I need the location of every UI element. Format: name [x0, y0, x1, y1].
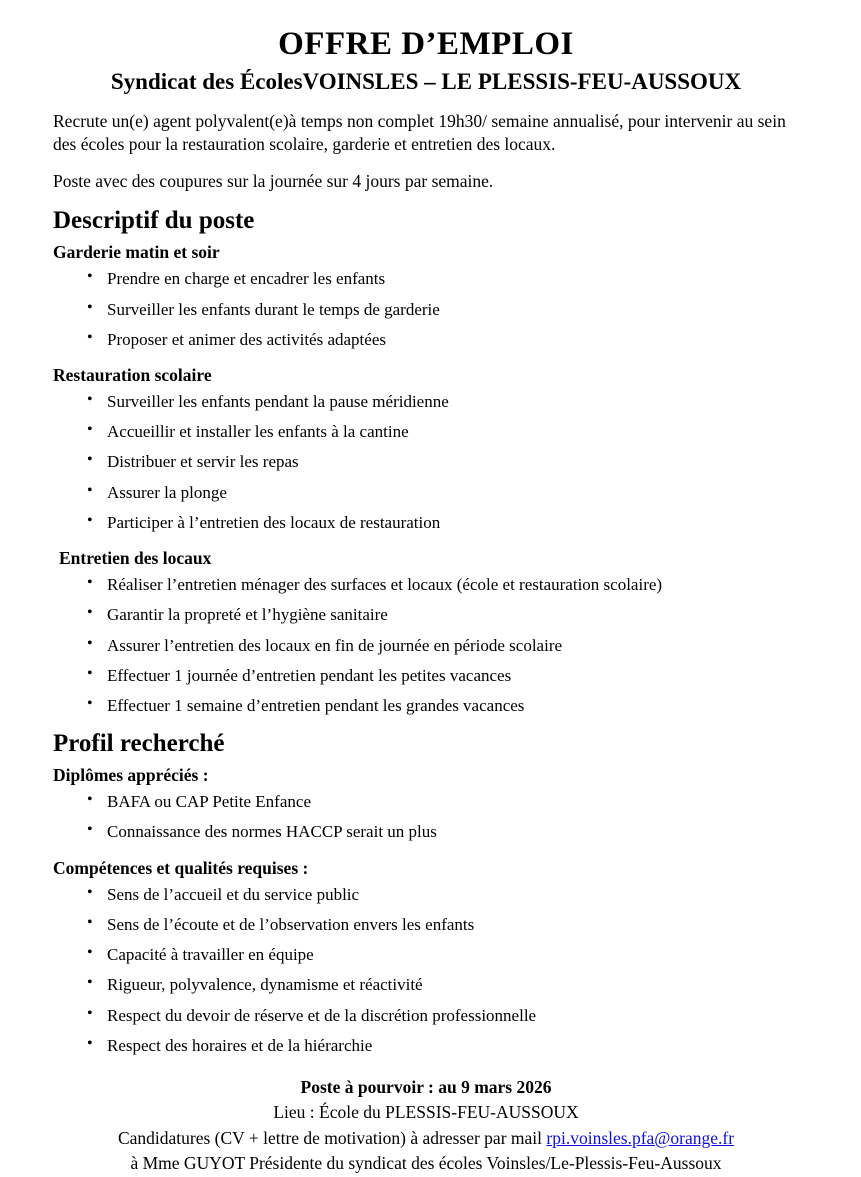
list-garderie — [53, 268, 799, 359]
list-item: • Distribuer et servir les repas — [53, 451, 799, 481]
page-title: OFFRE D’EMPLOI — [278, 26, 574, 62]
list-item: • Sens de l’accueil et du service public — [53, 884, 799, 914]
list-item: • Effectuer 1 semaine d’entretien pendant les grandes vacances — [53, 695, 799, 725]
list-item: • Surveiller les enfants pendant la pause méridienne — [53, 391, 799, 421]
list-item: • Sens de l’écoute et de l’observation envers les enfants — [53, 914, 799, 944]
list-item: • Respect du devoir de réserve et de la discrétion professionnelle — [53, 1005, 799, 1035]
page-subtitle: Syndicat des ÉcolesVOINSLES – LE PLESSIS-FEU-AUSSOUX — [110, 68, 742, 94]
list-item: • Assurer la plonge — [53, 482, 799, 512]
list-item: • BAFA ou CAP Petite Enfance — [53, 791, 799, 821]
application-recipient: à Mme GUYOT Présidente du syndicat des écoles Voinsles/Le-Plessis-Feu-Aussoux — [130, 1153, 722, 1174]
list-item: • Prendre en charge et encadrer les enfants — [53, 268, 799, 298]
list-item: • Participer à l’entretien des locaux de restauration — [53, 512, 799, 542]
list-item: • Connaissance des normes HACCP serait un plus — [53, 821, 799, 851]
list-item: • Réaliser l’entretien ménager des surfaces et locaux (école et restauration scolaire) — [53, 574, 799, 604]
list-item: • Assurer l’entretien des locaux en fin de journée en période scolaire — [53, 635, 799, 665]
email-link[interactable]: rpi.voinsles.pfa@orange.fr — [546, 1127, 735, 1148]
footer — [53, 1075, 799, 1177]
section-heading-profil: Profil recherché — [53, 730, 225, 758]
subsection-heading-restauration: Restauration scolaire — [53, 365, 212, 386]
list-item: • Rigueur, polyvalence, dynamisme et réactivité — [53, 974, 799, 1004]
list-item: • Proposer et animer des activités adaptées — [53, 329, 799, 359]
list-item: • Respect des horaires et de la hiérarchie — [53, 1035, 799, 1065]
list-competences — [53, 884, 799, 1066]
application-prefix-text: Candidatures (CV + lettre de motivation) à adresser par mail — [117, 1127, 547, 1148]
intro-paragraph-2: Poste avec des coupures sur la journée sur 4 jours par semaine. — [53, 170, 494, 191]
subsection-heading-garderie: Garderie matin et soir — [53, 242, 220, 263]
list-item: • Garantir la propreté et l’hygiène sanitaire — [53, 604, 799, 634]
position-start-date: Poste à pourvoir : au 9 mars 2026 — [300, 1077, 552, 1098]
list-item: • Capacité à travailler en équipe — [53, 944, 799, 974]
subsection-heading-competences: Compétences et qualités requises : — [53, 857, 309, 878]
list-item: • Surveiller les enfants durant le temps de garderie — [53, 299, 799, 329]
list-diplomes — [53, 791, 799, 852]
job-location: Lieu : École du PLESSIS-FEU-AUSSOUX — [273, 1102, 579, 1123]
list-entretien — [53, 574, 799, 725]
list-item: • Effectuer 1 journée d’entretien pendant les petites vacances — [53, 665, 799, 695]
list-item: • Accueillir et installer les enfants à la cantine — [53, 421, 799, 451]
subsection-heading-entretien: Entretien des locaux — [59, 548, 212, 569]
application-instructions — [53, 1126, 799, 1151]
section-heading-descriptif: Descriptif du poste — [53, 207, 255, 235]
list-restauration — [53, 391, 799, 542]
intro-paragraph-1: Recrute un(e) agent polyvalent(e)à temps non complet 19h30/ semaine annualisé, pour intervenir au sein des écoles pour la restauration scolaire, garderie et entretien des locaux. — [53, 110, 786, 155]
subsection-heading-diplomes: Diplômes appréciés : — [53, 765, 209, 786]
